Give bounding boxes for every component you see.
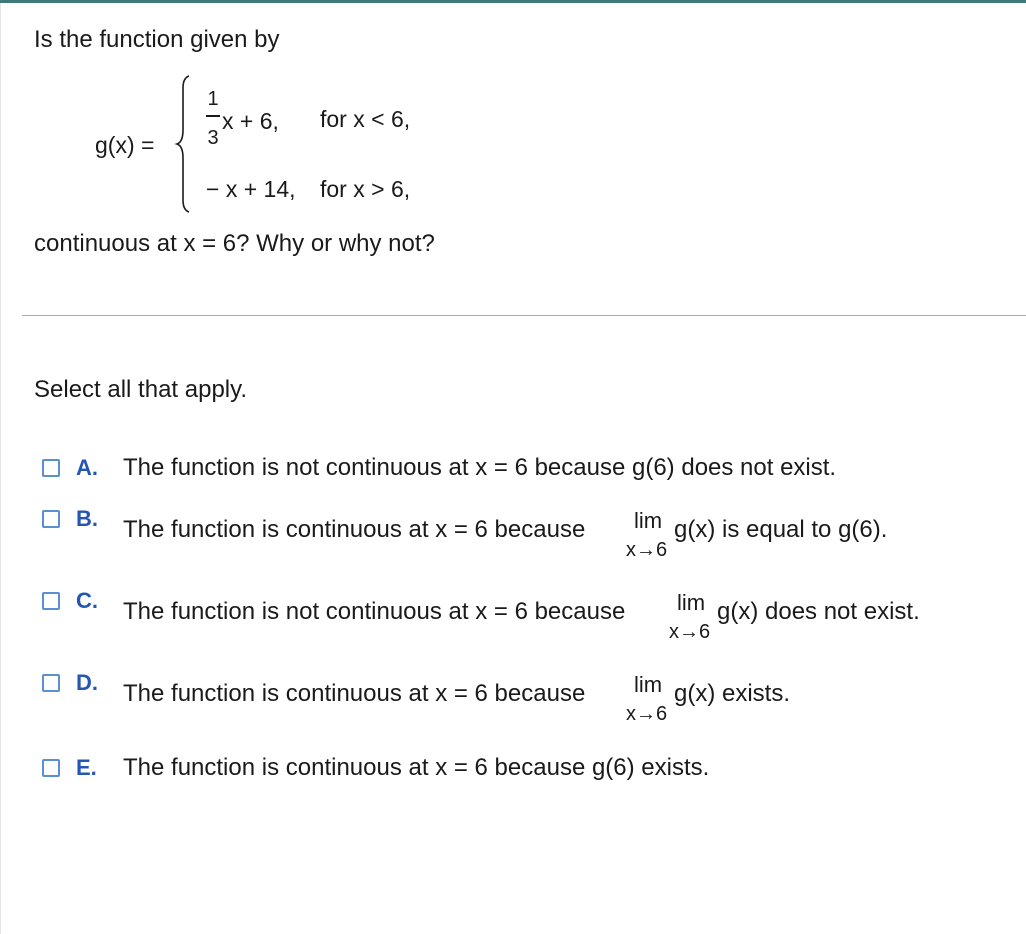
option-d-letter: D.: [76, 670, 98, 695]
option-b-text-before[interactable]: The function is continuous at x = 6 because: [123, 516, 586, 543]
piece2-expression: − x + 14,: [206, 176, 296, 202]
option-c-text-before[interactable]: The function is not continuous at x = 6 because: [123, 598, 626, 625]
checkbox-option-c[interactable]: [42, 592, 60, 610]
function-label: g(x) =: [95, 132, 155, 158]
option-c-lim-subscript: x→6: [669, 621, 711, 643]
option-a-text[interactable]: The function is not continuous at x = 6 because g(6) does not exist.: [123, 454, 837, 481]
option-d-lim: lim: [634, 672, 663, 697]
fraction-denominator: 3: [207, 127, 219, 149]
checkbox-option-e[interactable]: [42, 759, 60, 777]
option-b-text-after[interactable]: g(x) is equal to g(6).: [674, 516, 888, 543]
option-d-text-before[interactable]: The function is continuous at x = 6 because: [123, 680, 586, 707]
option-c-lim: lim: [677, 590, 706, 615]
option-d-lim-subscript: x→6: [626, 703, 668, 725]
option-a-letter: A.: [76, 455, 98, 480]
option-e-letter: E.: [76, 755, 97, 780]
option-d-text-after[interactable]: g(x) exists.: [674, 680, 791, 707]
piece1-expression: x + 6,: [222, 108, 279, 134]
option-b-lim-subscript: x→6: [626, 539, 668, 561]
option-e-text[interactable]: The function is continuous at x = 6 because g(6) exists.: [123, 754, 710, 781]
piece1-condition: for x < 6,: [320, 106, 411, 132]
option-c-letter: C.: [76, 588, 98, 613]
question-closing: continuous at x = 6? Why or why not?: [34, 230, 435, 257]
instructions: Select all that apply.: [34, 376, 248, 403]
question-intro: Is the function given by: [34, 26, 280, 53]
fraction-bar: [206, 115, 220, 117]
piecewise-brace: [174, 74, 194, 214]
checkbox-option-a[interactable]: [42, 459, 60, 477]
option-b-lim: lim: [634, 508, 663, 533]
checkbox-option-b[interactable]: [42, 510, 60, 528]
top-accent-bar: [0, 0, 1026, 3]
option-b-letter: B.: [76, 506, 98, 531]
checkbox-option-d[interactable]: [42, 674, 60, 692]
fraction-numerator: 1: [207, 88, 219, 110]
left-border: [0, 3, 1, 934]
option-c-text-after[interactable]: g(x) does not exist.: [717, 598, 920, 625]
piece2-condition: for x > 6,: [320, 176, 411, 202]
section-divider: [22, 315, 1026, 316]
